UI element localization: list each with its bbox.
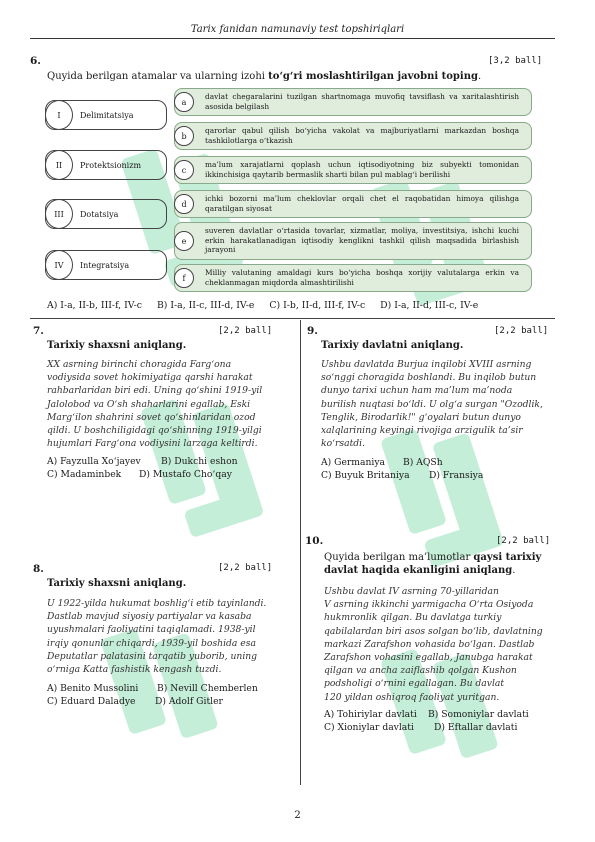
description-letter: d xyxy=(174,194,194,214)
answer-option[interactable]: D) Adolf Gitler xyxy=(155,696,223,707)
description-text: qarorlar qabul qilish bo‘yicha vakolat va majburiyatlarni markazdan boshqa tashkilotlarga o‘tkazish xyxy=(205,126,519,145)
answer-option[interactable]: B) Nevill Chemberlen xyxy=(157,683,258,694)
description-card-d xyxy=(174,190,532,218)
q6-prompt: Quyida berilgan atamalar va ularning izohi to‘g‘ri moslashtirilgan javobni toping. xyxy=(47,71,482,82)
q6-answers xyxy=(47,300,490,311)
page-number: 2 xyxy=(294,810,301,821)
answer-option[interactable]: B) I-a, II-c, III-d, IV-e xyxy=(156,300,255,311)
q8-options xyxy=(47,682,258,708)
concept-label: Integratsiya xyxy=(80,260,130,270)
concept-numeral: IV xyxy=(45,250,73,280)
answer-option[interactable]: C) Eduard Daladye xyxy=(47,696,136,707)
concept-label: Dotatsiya xyxy=(80,209,119,219)
answer-option[interactable]: B) Somoniylar davlati xyxy=(428,709,529,720)
concept-label: Delimitatsiya xyxy=(80,110,134,120)
q6-number: 6. xyxy=(30,55,41,67)
concept-label: Protektsionizm xyxy=(80,160,142,170)
description-text: suveren davlatlar o‘rtasida tovarlar, xizmatlar, moliya, investitsiya, ishchi kuchi erkin harakatlanadigan iqtisodiy kenglikni tashkil qilish maqsadida birlashish jarayoni xyxy=(205,226,519,254)
q10-title: Quyida berilgan ma’lumotlar qaysi tarixiy davlat haqida ekanligini aniqlang. xyxy=(324,552,542,576)
answer-option[interactable]: D) Mustafo Cho‘qay xyxy=(139,469,232,480)
concept-card-2 xyxy=(45,150,167,180)
description-card-f xyxy=(174,264,532,292)
answer-option[interactable]: A) I-a, II-b, III-f, IV-c xyxy=(47,300,142,311)
column-divider xyxy=(300,320,301,785)
answer-option[interactable]: D) I-a, II-d, III-c, IV-e xyxy=(380,300,479,311)
concept-card-1 xyxy=(45,100,167,130)
concept-numeral: I xyxy=(45,100,73,130)
description-text: davlat chegaralarini tuzilgan shartnomaga muvofiq tavsiflash va xaritalashtirish asosida belgilash xyxy=(205,92,519,111)
answer-option[interactable]: A) Benito Mussolini xyxy=(47,683,139,694)
q7-options xyxy=(47,455,238,481)
description-letter: e xyxy=(174,231,194,251)
concept-numeral: II xyxy=(45,150,73,180)
concept-numeral: III xyxy=(45,199,73,229)
description-letter: f xyxy=(174,268,194,288)
description-letter: b xyxy=(174,126,194,146)
answer-option[interactable]: A) Fayzulla Xo‘jayev xyxy=(47,456,141,467)
answer-option[interactable]: D) Eftallar davlati xyxy=(434,722,518,733)
q7-title: Tarixiy shaxsni aniqlang. xyxy=(47,340,187,351)
description-letter: c xyxy=(174,160,194,180)
q8-title: Tarixiy shaxsni aniqlang. xyxy=(47,578,187,589)
q9-title: Tarixiy davlatni aniqlang. xyxy=(321,340,464,351)
answer-option[interactable]: C) I-b, II-d, III-f, IV-c xyxy=(269,300,366,311)
q10-number: 10. xyxy=(305,535,324,547)
q6-score: [3,2 ball] xyxy=(488,56,543,66)
answer-option[interactable]: C) Madaminbek xyxy=(47,469,122,480)
q10-score: [2,2 ball] xyxy=(496,536,551,546)
answer-option[interactable]: A) Germaniya xyxy=(321,457,386,468)
q10-options xyxy=(324,708,529,734)
description-text: ichki bozorni ma’lum cheklovlar orqali chet el raqobatidan himoya qilishga qaratilgan siyosat xyxy=(205,194,519,213)
concept-card-3 xyxy=(45,199,167,229)
page-header: Tarix fanidan namunaviy test topshiriqlari xyxy=(190,24,405,35)
q9-score: [2,2 ball] xyxy=(494,326,549,336)
section-divider xyxy=(30,318,555,319)
description-card-e xyxy=(174,222,532,260)
description-card-c xyxy=(174,156,532,184)
answer-option[interactable]: B) AQSh xyxy=(403,457,443,468)
q8-passage: U 1922-yilda hukumat boshlig‘i etib tayinlandi. Dastlab mavjud siyosiy partiyalar va kasaba uyushmalari faoliyatini taqiqlamadi. 1938-yil irqiy qonunlar chiqardi, 1939-yil boshida esa Deputatlar palatasini tarqatib yuborib, uning o‘rniga Katta fashistik kengash tuzdi. xyxy=(47,598,267,676)
q9-options xyxy=(321,456,483,482)
header-divider xyxy=(30,38,555,39)
answer-option[interactable]: A) Tohiriylar davlati xyxy=(324,709,417,720)
answer-option[interactable]: D) Fransiya xyxy=(429,470,484,481)
q9-passage: Ushbu davlatda Burjua inqilobi XVIII asrning so‘nggi choragida boshlandi. Bu inqilob butun dunyo tarixi uchun ham ma’lum ma’noda burilish nuqtasi bo‘ldi. U olg‘a surgan "Ozodlik, Tenglik, Birodarlik!" g‘oyalari butun dunyo xalqlarining keyingi rivojiga arzigulik ta’sir ko‘rsatdi. xyxy=(321,359,543,450)
q7-score: [2,2 ball] xyxy=(218,326,273,336)
answer-option[interactable]: B) Dukchi eshon xyxy=(161,456,238,467)
description-text: Milliy valutaning amaldagi kurs bo‘yicha boshqa xorijiy valutalarga erkin va cheklanmagan miqdorda almashtirilishi xyxy=(205,268,519,287)
q7-passage: XX asrning birinchi choragida Farg‘ona vodiysida sovet hokimiyatiga qarshi harakat rahbarlaridan biri edi. Uning qo‘shini 1919-yil Jalolobod va O‘sh shaharlarini egallab, Eski Marg‘ilon shahrini sovet qo‘shinlaridan ozod qildi. U boshchiligidagi qo‘shinning 1919-yilgi hujumlari Farg‘ona vodiysini larzaga keltirdi. xyxy=(47,359,263,450)
description-letter: a xyxy=(174,92,194,112)
q8-number: 8. xyxy=(33,563,44,575)
answer-option[interactable]: C) Buyuk Britaniya xyxy=(321,470,410,481)
description-text: ma’lum xarajatlarni qoplash uchun iqtisodiyotning biz subyekti tomonidan ikkinchisiga qaytarib bermaslik sharti bilan pul mablag‘i berilishi xyxy=(205,160,519,179)
q9-number: 9. xyxy=(307,325,318,337)
concept-card-4 xyxy=(45,250,167,280)
q7-number: 7. xyxy=(33,325,44,337)
q10-passage: Ushbu davlat IV asrning 70-yillaridan V asrning ikkinchi yarmigacha O‘rta Osiyoda hukmronlik qilgan. Bu davlatga turkiy qabilalardan biri asos solgan bo‘lib, davlatning markazi Zarafshon vohasida bo‘lgan. Dastlab Zarafshon vohasini egallab, Janubga harakat qilgan va ancha zaiflashib qolgan Kushon podsholigi o‘rnini egallagan. Bu davlat 120 yildan oshiqroq faoliyat yuritgan. xyxy=(324,586,543,703)
q8-score: [2,2 ball] xyxy=(218,563,273,573)
description-card-b xyxy=(174,122,532,150)
answer-option[interactable]: C) Xioniylar davlati xyxy=(324,722,414,733)
description-card-a xyxy=(174,88,532,116)
